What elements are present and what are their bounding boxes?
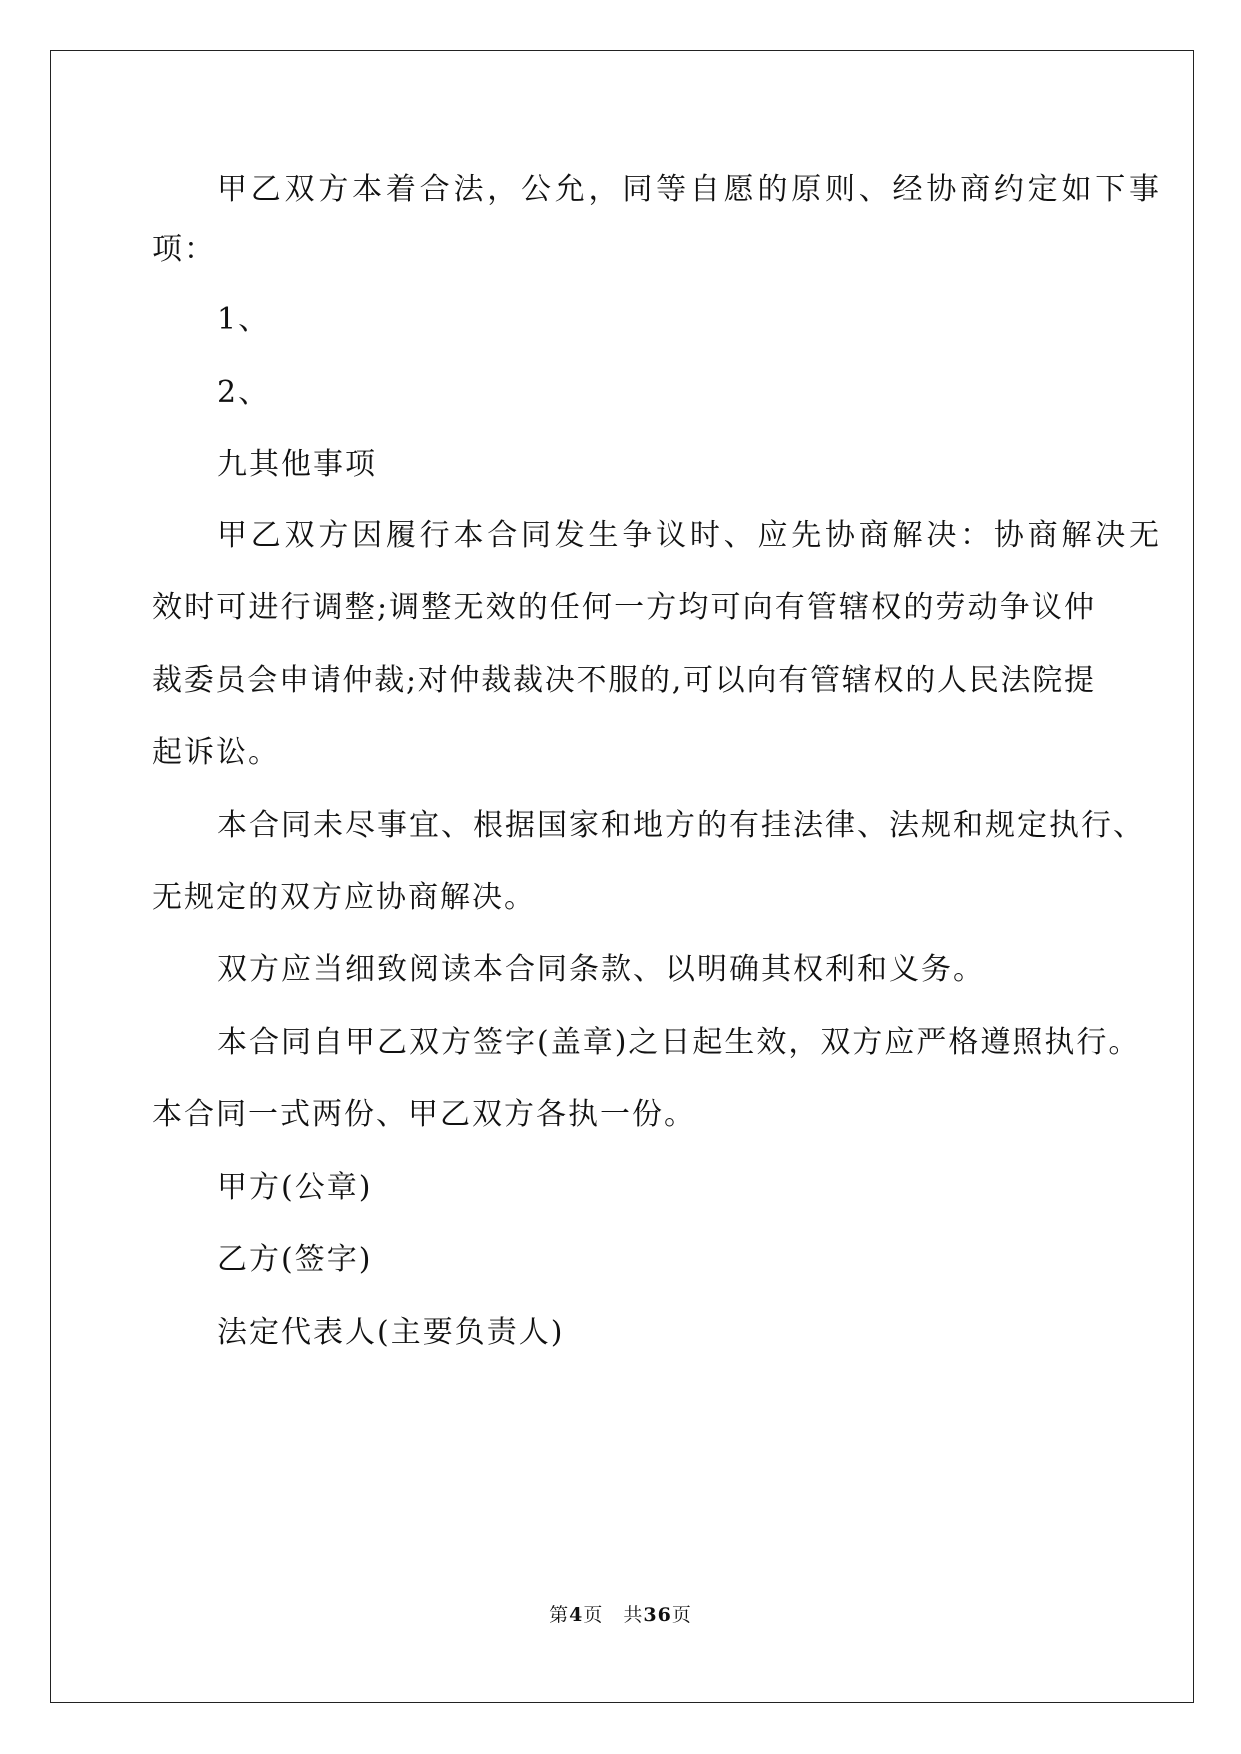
paragraph-line: 本合同自甲乙双方签字(盖章)之日起生效，双方应严格遵照执行。 (217, 1025, 1141, 1060)
total-suffix: 页 (671, 1604, 692, 1626)
paragraph-line: 裁委员会申请仲裁;对仲裁裁决不服的,可以向有管辖权的人民法院提 (152, 663, 1094, 698)
paragraph-line: 甲乙双方本着合法，公允，同等自愿的原则、经协商约定如下事 (217, 172, 1159, 207)
paragraph-line: 无规定的双方应协商解决。 (152, 880, 536, 915)
paragraph-line: 项： (152, 232, 216, 267)
section-heading: 九其他事项 (217, 447, 377, 482)
page-footer (0, 1603, 1241, 1627)
paragraph-line: 本合同未尽事宜、根据国家和地方的有挂法律、法规和规定执行、 (217, 808, 1145, 843)
list-item: 1、 (217, 302, 271, 337)
list-item: 2、 (217, 375, 271, 410)
paragraph-line: 甲乙双方因履行本合同发生争议时、应先协商解决：协商解决无 (217, 518, 1159, 553)
total-prefix: 共 (623, 1604, 644, 1626)
party-a-seal-label: 甲方(公章) (217, 1170, 373, 1205)
paragraph-line: 本合同一式两份、甲乙双方各执一份。 (152, 1097, 696, 1132)
page-suffix: 页 (583, 1604, 604, 1626)
page-prefix: 第 (549, 1604, 570, 1626)
party-b-signature-label: 乙方(签字) (217, 1242, 373, 1277)
page-border (50, 50, 1194, 1703)
paragraph-line: 双方应当细致阅读本合同条款、以明确其权利和义务。 (217, 952, 985, 987)
current-page-number: 4 (569, 1604, 584, 1626)
legal-representative-label: 法定代表人(主要负责人) (217, 1315, 565, 1350)
paragraph-line: 起诉讼。 (152, 735, 280, 770)
total-page-count: 36 (643, 1604, 672, 1626)
paragraph-line: 效时可进行调整;调整无效的任何一方均可向有管辖权的劳动争议仲 (152, 590, 1094, 625)
